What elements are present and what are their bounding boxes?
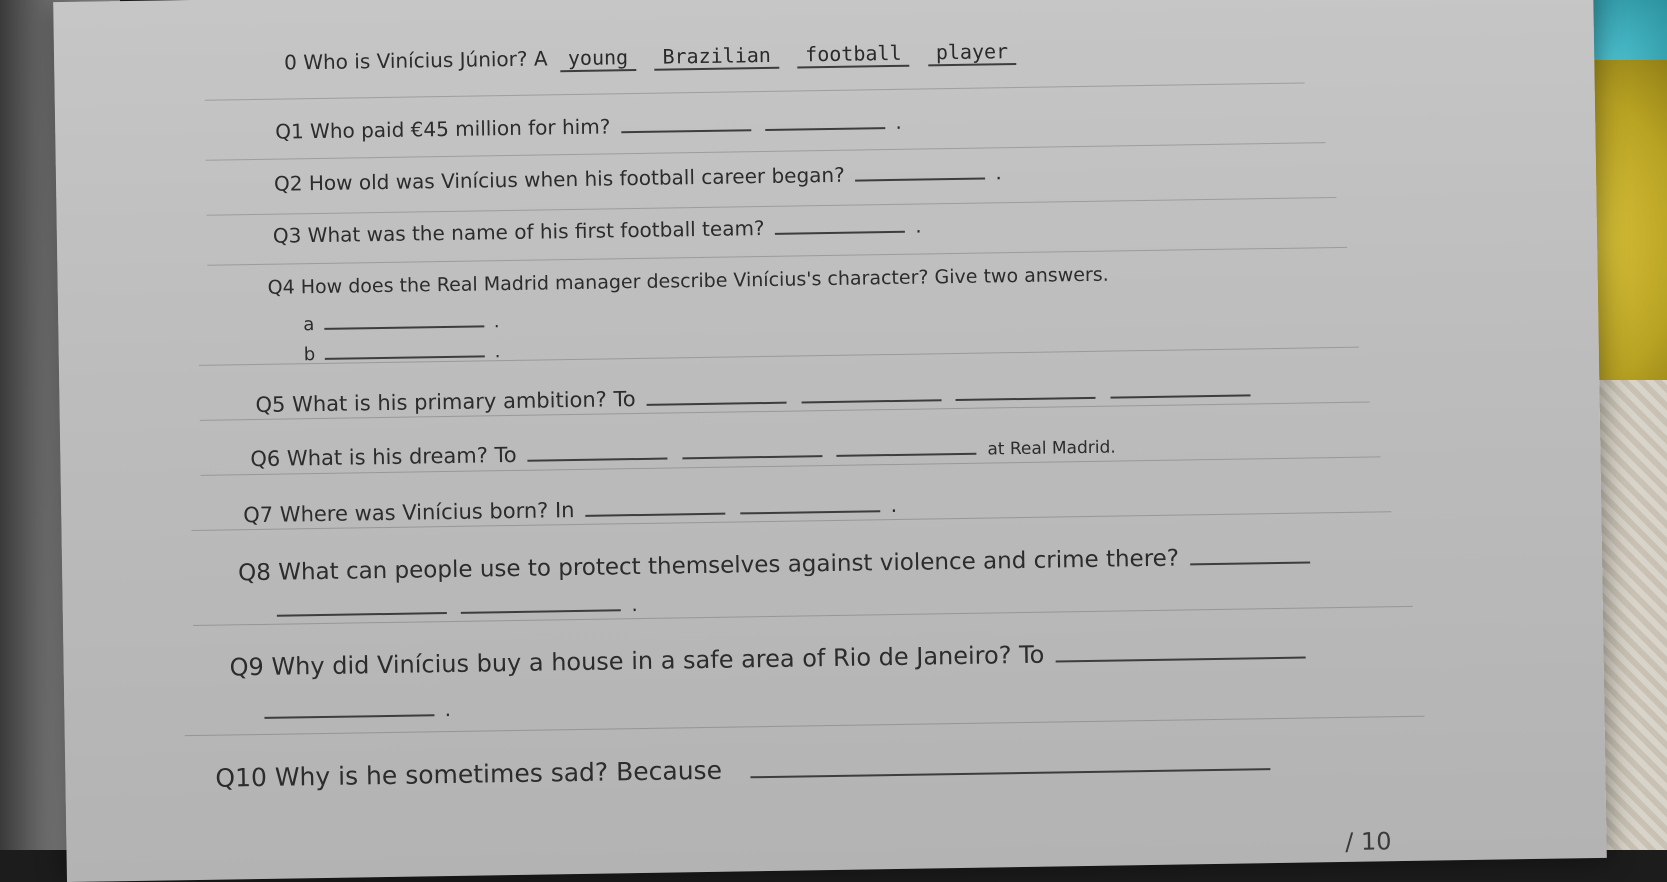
question-4a-row [303, 307, 500, 335]
answer-blank[interactable] [765, 107, 885, 131]
answer-blank[interactable] [1190, 538, 1310, 565]
answer-blank[interactable] [646, 381, 786, 406]
period: . [631, 592, 638, 617]
question-7: Q7 Where was Vinícius born? In [243, 498, 575, 528]
question-4-row [268, 264, 1109, 299]
question-4a-label: a [303, 314, 315, 336]
answer-blank[interactable] [1056, 633, 1306, 663]
answer-blank[interactable] [955, 376, 1095, 401]
answer-blank[interactable] [801, 378, 941, 403]
question-1: Q1 Who paid €45 million for him? [275, 114, 611, 144]
example-answer-1: young [560, 45, 637, 72]
question-4: Q4 How does the Real Madrid manager describe Vinícius's character? Give two answers. [267, 263, 1109, 299]
answer-blank[interactable] [324, 307, 484, 330]
answer-blank[interactable] [836, 432, 976, 457]
question-6-end: at Real Madrid. [987, 437, 1116, 460]
period: . [890, 492, 898, 518]
answer-blank[interactable] [527, 437, 667, 462]
answer-blank[interactable] [740, 489, 880, 514]
example-answer-3: football [797, 41, 910, 69]
answer-blank[interactable] [325, 337, 485, 360]
example-answer-2: Brazilian [654, 43, 779, 71]
question-6-row [250, 430, 1116, 472]
ruled-line [206, 142, 1326, 161]
answer-blank[interactable] [682, 434, 822, 459]
period: . [895, 109, 902, 134]
ruled-line [207, 247, 1347, 266]
question-4b-row [304, 337, 501, 365]
example-answer-4: player [928, 39, 1017, 66]
answer-blank[interactable] [461, 589, 621, 614]
answer-blank[interactable] [585, 492, 725, 517]
question-4b-label: b [303, 344, 316, 366]
question-8: Q8 What can people use to protect themselves against violence and crime there? [237, 545, 1180, 587]
answer-blank[interactable] [264, 694, 434, 719]
question-9-continuation [260, 694, 451, 724]
ruled-line [205, 83, 1305, 101]
period: . [494, 341, 501, 363]
question-8-row [238, 538, 1315, 586]
question-9-row [229, 632, 1310, 681]
answer-blank[interactable] [775, 211, 905, 235]
question-10-row [215, 743, 1274, 793]
score-label: / 10 [1345, 827, 1392, 856]
question-6: Q6 What is his dream? To [250, 442, 517, 472]
question-10: Q10 Why is he sometimes sad? Because [215, 755, 723, 793]
period: . [995, 160, 1002, 185]
example-row [284, 39, 1022, 77]
answer-blank[interactable] [620, 109, 750, 133]
period: . [444, 696, 452, 722]
answer-blank[interactable] [277, 592, 447, 617]
question-2: Q2 How old was Vinícius when his football career began? [273, 162, 845, 196]
period: . [493, 311, 500, 333]
question-9: Q9 Why did Vinícius buy a house in a safe area of Rio de Janeiro? To [229, 640, 1045, 682]
question-3: Q3 What was the name of his first football team? [272, 216, 765, 248]
question-1-row [275, 107, 902, 144]
answer-blank[interactable] [1110, 373, 1250, 398]
question-3-row [273, 211, 922, 248]
answer-blank[interactable] [855, 158, 985, 182]
period: . [915, 213, 922, 238]
question-8-continuation [273, 589, 638, 622]
answer-blank[interactable] [750, 743, 1270, 778]
worksheet-paper [53, 0, 1607, 882]
example-question: 0 Who is Vinícius Júnior? A [283, 46, 548, 75]
question-5: Q5 What is his primary ambition? To [255, 387, 636, 418]
question-2-row [274, 157, 1002, 195]
